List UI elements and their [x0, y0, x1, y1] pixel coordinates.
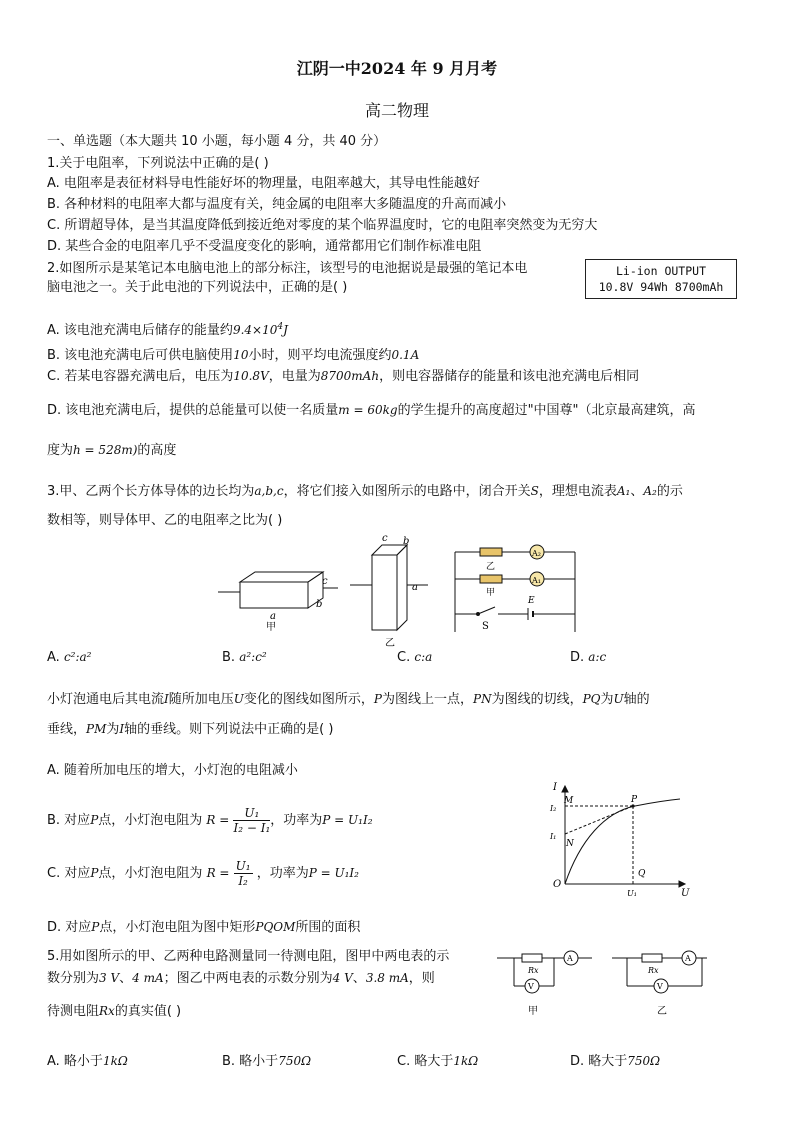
q5-m1: 3 V — [99, 971, 120, 985]
q1-option-a: A. 电阻率是表征材料导电性能好坏的物理量，电阻率越大，其导电性能越好 — [47, 176, 480, 191]
q4-t2: 为 — [106, 722, 120, 737]
exam-title: 江阴一中2024 年 9 月月考 — [296, 59, 498, 78]
q5-c-math: 1kΩ — [453, 1054, 479, 1068]
q4-option-d — [47, 918, 360, 937]
section-heading: 一、单选题（本大题共 10 小题，每小题 4 分，共 40 分） — [47, 134, 387, 149]
i-axis-arrow — [562, 786, 568, 792]
q4-m-p: P — [373, 692, 382, 706]
q2-stem-line1: 2.如图所示是某笔记本电脑电池上的部分标注，该型号的电池据说是最强的笔记本电 — [47, 261, 528, 276]
q4-b-den: I₂ − I₁ — [233, 821, 271, 835]
switch-s — [478, 607, 495, 614]
graph-o-label: O — [553, 879, 562, 890]
q4-s3: 变化的图线如图所示， — [243, 692, 374, 707]
q2-d-math1: m = 60kg — [338, 403, 398, 417]
q4-s1: 小灯泡通电后其电流 — [47, 692, 165, 707]
q4-option-a: A. 随着所加电压的增大，小灯泡的电阻减小 — [47, 763, 298, 778]
q4-s2: 随所加电压 — [168, 692, 234, 707]
q1-option-c: C. 所谓超导体，是当其温度降低到接近绝对零度的某个临界温度时，它的电阻率突然变为无穷大 — [47, 218, 598, 233]
q5-stem-line2 — [47, 969, 435, 988]
iu-curve — [565, 799, 680, 884]
q2-option-d-line1 — [47, 401, 696, 420]
q1-stem: 1.关于电阻率，下列说法中正确的是( ) — [47, 156, 269, 171]
q4-option-c — [47, 858, 359, 889]
q3-option-a — [47, 648, 91, 667]
q5-m5: Rx — [99, 1004, 115, 1018]
q4-b-r: R = — [206, 813, 230, 827]
q5-a-pre: A. 略小于 — [47, 1054, 103, 1069]
ammeter-a2-label: A₂ — [532, 549, 541, 558]
graph-i-label: I — [553, 782, 557, 793]
jia-caption: 甲 — [266, 622, 276, 633]
q5-sep2: 、 — [352, 971, 366, 986]
q4-s4: 为图线上一点， — [382, 692, 474, 707]
q5-m2: 4 mA — [132, 971, 164, 985]
yi-side-face — [397, 545, 407, 630]
q4-m-pm: PM — [86, 722, 107, 736]
q4-s5: 为图线的切线， — [491, 692, 583, 707]
resistor-jia-label: 甲 — [486, 588, 496, 598]
q2-d-math2: h = 528m) — [73, 443, 138, 457]
q2-b-text: B. 该电池充满电后可供电脑使用 — [47, 348, 234, 363]
circuit-jia — [497, 951, 592, 993]
q3-s3: ，理想电流表 — [538, 484, 617, 499]
q3-c-math: c:a — [414, 650, 433, 664]
graph-q-label: Q — [638, 869, 646, 879]
q2-option-d-line2 — [47, 441, 176, 460]
q4-t1: 垂线， — [47, 722, 87, 737]
q4-d-pre: D. 对应 — [47, 920, 92, 935]
q3-m4: A₂ — [643, 484, 657, 498]
q2-a-exp: 4 — [277, 322, 284, 332]
q3-option-d — [570, 648, 606, 667]
q2-stem-line2: 脑电池之一。关于此电池的下列说法中，正确的是( ) — [47, 280, 348, 295]
q4-s6: 为 — [600, 692, 614, 707]
battery-label-line2: 10.8V 94Wh 8700mAh — [598, 280, 724, 294]
jia-label-b: b — [316, 599, 323, 610]
voltmeter-jia-label: V — [528, 982, 534, 991]
q5-b-pre: B. 略小于 — [222, 1054, 279, 1069]
q3-a-math: c²:a² — [63, 650, 92, 664]
q2-a-text: A. 该电池充满电后储存的能量约 — [47, 323, 233, 338]
q5-sep1: 、 — [119, 971, 133, 986]
q3-s1: 3.甲、乙两个长方体导体的边长均为 — [47, 484, 255, 499]
q4-d-math: PQOM — [255, 920, 296, 934]
yi-caption: 乙 — [385, 638, 395, 649]
q2-b-math1: 10 — [233, 348, 249, 362]
q5-option-c — [397, 1052, 478, 1071]
q3-circuit — [455, 545, 575, 632]
rx-jia — [522, 954, 542, 962]
q4-c-mid: 点，小灯泡电阻为 — [98, 866, 203, 881]
q4-b-p: P — [90, 813, 99, 827]
q2-d-mid: 的学生提升的高度超过"中国尊"（北京最高建筑，高 — [397, 403, 696, 418]
resistor-jia — [480, 575, 502, 583]
q5-s3: ，则 — [408, 971, 435, 986]
q3-s4: 的示 — [656, 484, 683, 499]
q2-option-a — [47, 318, 288, 340]
battery-e-label: E — [528, 596, 535, 606]
tangent-pn — [565, 806, 633, 834]
q3-c-label: C. — [397, 650, 411, 665]
graph-i1-label: I₁ — [550, 832, 557, 841]
ammeter-yi-label: A — [685, 954, 691, 963]
rx-yi — [642, 954, 662, 962]
q1-option-d: D. 某些合金的电阻率几乎不受温度变化的影响，通常都用它们制作标准电阻 — [47, 239, 482, 254]
q5-c-pre: C. 略大于 — [397, 1054, 454, 1069]
q4-m-pq: PQ — [582, 692, 601, 706]
q4-c-fraction — [234, 859, 253, 888]
q4-c-num: U₁ — [235, 859, 251, 873]
q4-stem-line1 — [47, 690, 650, 709]
q4-d-post: 所围的面积 — [295, 920, 361, 935]
q2-a-math: 9.4×10 — [232, 323, 278, 337]
yi-label-b: b — [403, 536, 410, 547]
q5-figure — [492, 944, 712, 1019]
q4-b-pre: B. 对应 — [47, 813, 91, 828]
q2-c-text: C. 若某电容器充满电后，电压为 — [47, 369, 234, 384]
q3-option-b — [222, 648, 267, 667]
resistor-yi — [480, 548, 502, 556]
q1-option-b: B. 各种材料的电阻率大都与温度有关，纯金属的电阻率大多随温度的升高而减小 — [47, 197, 507, 212]
yi-label-c: c — [382, 533, 388, 544]
q4-m-u: U — [233, 692, 244, 706]
q2-c-mid: ，电量为 — [268, 369, 321, 384]
q3-m1: a,b,c — [254, 484, 284, 498]
q4-c-r: R = — [206, 866, 230, 880]
iu-graph — [545, 780, 705, 900]
q4-b-mid: 点，小灯泡电阻为 — [98, 813, 203, 828]
yi-front-face — [372, 555, 397, 630]
q5-option-b — [222, 1052, 311, 1071]
q4-option-b — [47, 805, 373, 836]
q5-s1: 数分别为 — [47, 971, 100, 986]
q3-d-label: D. — [570, 650, 585, 665]
q2-c-math2: 8700mAh — [320, 369, 380, 383]
u-axis-arrow — [679, 881, 685, 887]
graph-m-label: M — [564, 796, 574, 806]
q4-c-pre: C. 对应 — [47, 866, 91, 881]
q5-d-math: 750Ω — [627, 1054, 661, 1068]
q2-option-c — [47, 367, 639, 386]
voltmeter-yi-label: V — [657, 982, 663, 991]
q4-t3: 轴的垂线。则下列说法中正确的是( ) — [124, 722, 334, 737]
q5-m3: 4 V — [332, 971, 353, 985]
graph-p-label: P — [631, 795, 638, 805]
q4-c-den: I₂ — [238, 874, 248, 888]
q2-option-b — [47, 346, 419, 365]
jia-front-face — [240, 582, 308, 608]
q3-d-math: a:c — [588, 650, 607, 664]
q5-stem-line3 — [47, 1002, 181, 1021]
q4-m-pn: PN — [473, 692, 492, 706]
q5-d-pre: D. 略大于 — [570, 1054, 628, 1069]
q2-c-math1: 10.8V — [233, 369, 269, 383]
q4-b-num: U₁ — [233, 806, 270, 821]
rx-yi-label: Rx — [648, 966, 659, 975]
q4-c-mid2: ，功率为 — [256, 866, 309, 881]
q5-s2: ；图乙中两电表的示数分别为 — [163, 971, 333, 986]
q3-b-math: a²:c² — [239, 650, 267, 664]
q3-s2: ，将它们接入如图所示的电路中，闭合开关 — [283, 484, 531, 499]
q2-a-unit: J — [283, 323, 288, 337]
jia-label-a: a — [270, 611, 276, 622]
q2-d2-pre: 度为 — [47, 443, 74, 458]
battery-label — [585, 259, 737, 299]
q2-d2-post: 的高度 — [137, 443, 177, 458]
q5-s4: 待测电阻 — [47, 1004, 100, 1019]
battery-label-line1: Li-ion OUTPUT — [615, 264, 706, 278]
resistor-yi-label: 乙 — [486, 562, 496, 572]
q5-stem-line1: 5.用如图所示的甲、乙两种电路测量同一待测电阻，图甲中两电表的示 — [47, 949, 450, 964]
jia-label-c: c — [322, 576, 328, 587]
yi-label-a: a — [412, 582, 418, 593]
q4-b-pow: P = U₁I₂ — [322, 813, 373, 827]
circuit-yi-caption: 乙 — [657, 1006, 667, 1017]
q4-b-mid2: ，功率为 — [270, 813, 323, 828]
q5-b-math: 750Ω — [278, 1054, 312, 1068]
q3-stem-line2: 数相等，则导体甲、乙的电阻率之比为( ) — [47, 513, 283, 528]
q4-m-i2: I — [119, 722, 125, 736]
ammeter-jia-label: A — [567, 954, 573, 963]
q3-a-label: A. — [47, 650, 60, 665]
ammeter-a1-label: A₁ — [532, 576, 541, 585]
graph-n-label: N — [566, 839, 574, 849]
q4-s7: 轴的 — [623, 692, 650, 707]
q3-b-label: B. — [222, 650, 236, 665]
q4-d-mid: 点，小灯泡电阻为图中矩形 — [99, 920, 256, 935]
q2-b-mid: 小时，则平均电流强度约 — [248, 348, 392, 363]
q3-m2: S — [530, 484, 539, 498]
q5-option-a — [47, 1052, 128, 1071]
q4-c-p: P — [90, 866, 99, 880]
q3-m3: A₁ — [616, 484, 631, 498]
q2-d-text: D. 该电池充满电后，提供的总能量可以使一名质量 — [47, 403, 339, 418]
q5-m4: 3.8 mA — [365, 971, 409, 985]
q5-option-d — [570, 1052, 660, 1071]
q3-stem-line1 — [47, 482, 683, 501]
q4-d-p: P — [91, 920, 100, 934]
q5-a-math: 1kΩ — [102, 1054, 128, 1068]
q4-c-pow: P = U₁I₂ — [308, 866, 359, 880]
q4-m-u2: U — [613, 692, 624, 706]
q4-m-i: I — [164, 692, 169, 706]
q5-s5: 的真实值( ) — [114, 1004, 182, 1019]
q2-b-math2: 0.1A — [391, 348, 420, 362]
q4-stem-line2 — [47, 720, 333, 739]
graph-u1-label: U₁ — [627, 889, 637, 898]
q2-c-post: ，则电容器储存的能量和该电池充满电后相同 — [379, 369, 640, 384]
subject-title: 高二物理 — [364, 101, 429, 120]
graph-u-label: U — [681, 888, 690, 899]
q4-b-fraction — [233, 806, 270, 835]
rx-jia-label: Rx — [528, 966, 539, 975]
q3-sep: 、 — [630, 484, 644, 499]
graph-i2-label: I₂ — [550, 804, 557, 813]
q3-option-c — [397, 648, 432, 667]
circuit-jia-caption: 甲 — [528, 1006, 538, 1017]
q3-figure — [210, 530, 590, 665]
switch-s-label: S — [482, 621, 489, 632]
switch-pivot — [477, 613, 480, 616]
